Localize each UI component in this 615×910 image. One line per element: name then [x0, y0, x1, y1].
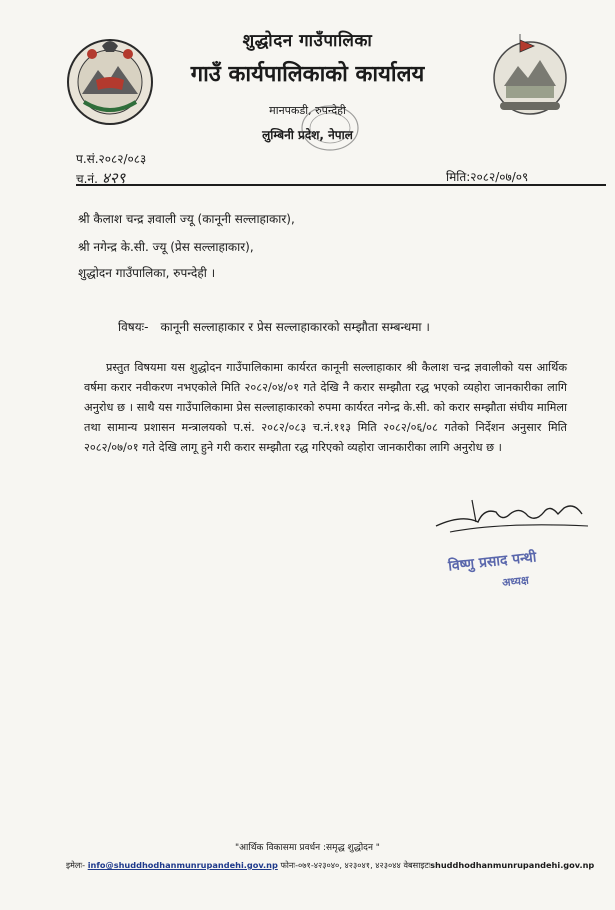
phone-numbers: ०७१-४२३०४०, ४२३०४१, ४२३०४४ — [298, 860, 401, 870]
subject-line — [118, 318, 430, 335]
addressee-line: श्री नगेन्द्र के.सी. ज्यू (प्रेस सल्लाहाकार), — [78, 240, 254, 254]
phone-label: फोनः- — [280, 860, 299, 870]
municipality-name: शुद्धोदन गाउँपालिका — [242, 31, 373, 51]
dispatch-number-label: च.नं. — [76, 172, 98, 186]
addressee-line: श्री कैलाश चन्द्र ज्ञवाली ज्यू (कानूनी सल्लाहाकार), — [78, 212, 295, 226]
website-label: वेबसाइटः — [403, 860, 431, 870]
office-address: मानपकडी, रुपन्देही — [269, 104, 346, 117]
office-name: गाउँ कार्यपालिकाको कार्यालय — [190, 62, 425, 87]
signatory-stamp-name: विष्णु प्रसाद पन्थी — [447, 549, 538, 575]
letter-body: प्रस्तुत विषयमा यस शुद्धोदन गाउँपालिकामा कार्यरत कानूनी सल्लाहाकार श्री कैलाश चन्द्र ज्ञवालीको यस आर्थिक वर्षमा करार नवीकरण नभएकोले मिति २०८२/०४/०१ गते देखि नै करार सम्झौता रद्ध भएको व्यहोरा जानकारीका लागि अनुरोध छ । साथै यस गाउँपालिकामा प्रेस सल्लाहाकारको रुपमा कार्यरत नगेन्द्र के.सी. को करार सम्झौता संघीय मामिला तथा सामान्य प्रशासन मन्त्रालयको प.सं. २०८२/०८३ च.नं.११३ मिति २०८२/०६/०८ गतेको निर्देशन अनुसार मिति २०८२/०७/०१ गते देखि लागू हुने गरी करार सम्झौता रद्ध गरिएको व्यहोरा जानकारीका लागि अनुरोध छ । — [84, 361, 567, 454]
email-link[interactable]: info@shuddhodhanmunrupandehi.gov.np — [87, 860, 278, 870]
reference-number: प.सं.२०८२/०८३ — [76, 152, 147, 166]
office-province: लुम्बिनी प्रदेश, नेपाल — [262, 128, 353, 142]
dispatch-number-value: ४२९ — [101, 169, 126, 187]
addressee-line: शुद्धोदन गाउँपालिका, रुपन्देही । — [78, 266, 216, 280]
website-link[interactable]: shuddhodhanmunrupandehi.gov.np — [430, 860, 595, 870]
footer-motto: "आर्थिक विकासमा प्रवर्धन :समृद्ध शुद्धोदन " — [235, 843, 380, 853]
letter-date: मिति:२०८२/०७/०९ — [446, 170, 529, 184]
signatory-stamp-title: अध्यक्ष — [501, 573, 530, 590]
header-divider — [76, 184, 606, 186]
email-label: इमेलः- — [66, 860, 86, 870]
subject-text: कानूनी सल्लाहाकार र प्रेस सल्लाहाकारको सम्झौता सम्बन्धमा । — [160, 320, 430, 334]
handwritten-signature-icon — [432, 492, 592, 542]
subject-label: विषयः- — [118, 320, 149, 334]
footer-contact — [66, 860, 606, 871]
office-stamp-icon — [298, 96, 362, 160]
